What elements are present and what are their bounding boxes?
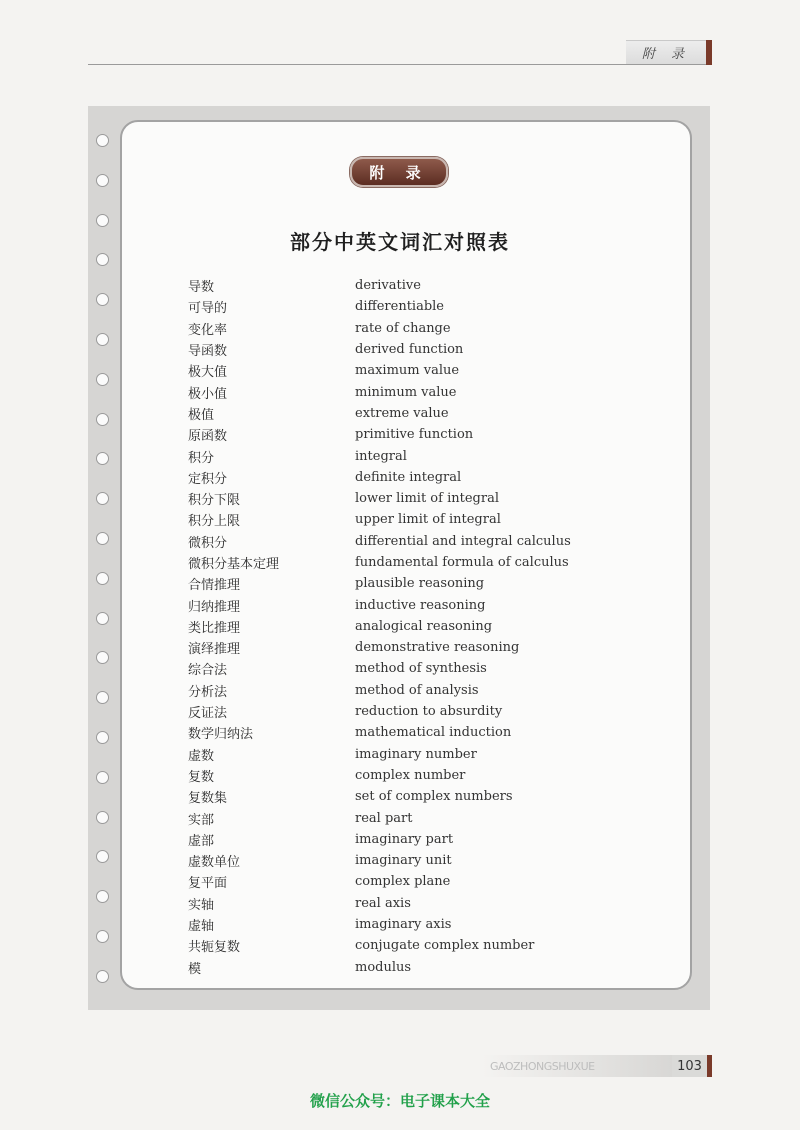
english-term: lower limit of integral <box>355 491 499 507</box>
english-term: method of analysis <box>355 682 479 698</box>
chinese-term: 共轭复数 <box>188 940 241 956</box>
chinese-term: 积分上限 <box>188 514 241 530</box>
chinese-term: 极大值 <box>188 365 228 381</box>
chinese-term: 积分 <box>188 450 215 466</box>
english-term: maximum value <box>355 363 460 379</box>
glossary-row <box>188 488 628 509</box>
section-tab-accent <box>706 40 712 65</box>
binder-hole <box>96 214 109 227</box>
binder-hole <box>96 811 109 824</box>
glossary-row <box>188 275 628 296</box>
english-term: integral <box>355 448 407 464</box>
glossary-row <box>188 786 628 807</box>
glossary-row <box>188 616 628 637</box>
english-term: real axis <box>355 895 411 911</box>
english-term: derived function <box>355 342 464 358</box>
chinese-term: 复数 <box>188 769 215 785</box>
glossary-row <box>188 552 628 573</box>
english-term: extreme value <box>355 405 449 421</box>
page-title: 部分中英文词汇对照表 <box>290 230 510 254</box>
chinese-term: 综合法 <box>188 663 228 679</box>
glossary-row <box>188 637 628 658</box>
glossary-row <box>188 424 628 445</box>
chinese-term: 虚轴 <box>188 919 215 935</box>
glossary-row <box>188 957 628 978</box>
chinese-term: 微积分基本定理 <box>188 557 280 572</box>
glossary-row <box>188 701 628 722</box>
chinese-term: 复数集 <box>188 791 228 807</box>
glossary-row <box>188 339 628 360</box>
binder-hole <box>96 413 109 426</box>
chinese-term: 可导的 <box>188 301 228 317</box>
english-term: imaginary number <box>355 746 477 762</box>
glossary-row <box>188 445 628 466</box>
english-term: minimum value <box>355 384 457 400</box>
chinese-term: 虚部 <box>188 833 215 849</box>
chinese-term: 原函数 <box>188 429 228 445</box>
chinese-term: 定积分 <box>188 471 228 487</box>
binder-hole <box>96 174 109 187</box>
binder-hole <box>96 134 109 147</box>
english-term: conjugate complex number <box>355 938 535 954</box>
binder-hole <box>96 532 109 545</box>
glossary-row <box>188 467 628 488</box>
glossary-row <box>188 594 628 615</box>
binder-hole <box>96 612 109 625</box>
glossary-row <box>188 765 628 786</box>
english-term: modulus <box>355 959 412 975</box>
glossary-row <box>188 893 628 914</box>
english-term: imaginary axis <box>355 917 452 933</box>
chinese-term: 实轴 <box>188 897 215 913</box>
chinese-term: 微积分 <box>188 535 228 551</box>
glossary-row <box>188 935 628 956</box>
glossary-row <box>188 509 628 530</box>
english-term: definite integral <box>355 469 462 485</box>
chinese-term: 极小值 <box>188 386 228 402</box>
chinese-term: 虚数单位 <box>188 855 241 871</box>
english-term: primitive function <box>355 427 474 443</box>
english-term: complex number <box>355 767 466 783</box>
chinese-term: 分析法 <box>188 684 228 700</box>
english-term: rate of change <box>355 320 451 336</box>
section-label: 附 录 <box>626 40 706 64</box>
english-term: inductive reasoning <box>355 597 486 613</box>
glossary-row <box>188 360 628 381</box>
chinese-term: 极值 <box>188 407 215 423</box>
chinese-term: 演绎推理 <box>188 642 241 658</box>
glossary-row <box>188 722 628 743</box>
chinese-term: 模 <box>188 961 202 977</box>
english-term: fundamental formula of calculus <box>355 555 569 570</box>
english-term: plausible reasoning <box>355 576 485 592</box>
english-term: method of synthesis <box>355 661 487 677</box>
binder-hole <box>96 731 109 744</box>
english-term: analogical reasoning <box>355 618 493 634</box>
english-term: complex plane <box>355 874 451 890</box>
binder-hole <box>96 970 109 983</box>
page-number: 103 <box>672 1055 712 1077</box>
glossary-row <box>188 850 628 871</box>
chinese-term: 导函数 <box>188 344 228 360</box>
chinese-term: 反证法 <box>188 706 228 722</box>
english-term: mathematical induction <box>355 725 512 741</box>
glossary-row <box>188 296 628 317</box>
chinese-term: 导数 <box>188 280 215 296</box>
chinese-term: 归纳推理 <box>188 599 241 615</box>
glossary-row <box>188 807 628 828</box>
glossary-row <box>188 680 628 701</box>
english-term: reduction to absurdity <box>355 704 503 720</box>
english-term: differential and integral calculus <box>355 533 571 549</box>
chinese-term: 虚数 <box>188 748 215 764</box>
glossary-row <box>188 403 628 424</box>
glossary-list <box>188 275 628 978</box>
english-term: upper limit of integral <box>355 512 501 528</box>
chinese-term: 合情推理 <box>188 578 241 594</box>
binder-hole <box>96 333 109 346</box>
chinese-term: 积分下限 <box>188 493 241 509</box>
english-term: imaginary unit <box>355 853 452 869</box>
binder-hole <box>96 572 109 585</box>
chinese-term: 数学归纳法 <box>188 727 254 743</box>
chinese-term: 类比推理 <box>188 620 241 636</box>
glossary-row <box>188 381 628 402</box>
chinese-term: 变化率 <box>188 322 228 338</box>
english-term: derivative <box>355 278 421 294</box>
english-term: imaginary part <box>355 831 454 847</box>
glossary-row <box>188 573 628 594</box>
watermark-text: 微信公众号：电子课本大全 <box>309 1092 490 1110</box>
chinese-term: 实部 <box>188 812 215 828</box>
english-term: demonstrative reasoning <box>355 640 520 656</box>
footer-running-text: GAOZHONGSHUXUE <box>482 1055 672 1077</box>
binder-hole <box>96 771 109 784</box>
glossary-row <box>188 531 628 552</box>
english-term: differentiable <box>355 299 444 315</box>
header-rule <box>88 64 710 65</box>
glossary-row <box>188 318 628 339</box>
glossary-row <box>188 744 628 765</box>
glossary-row <box>188 871 628 892</box>
chinese-term: 复平面 <box>188 876 228 892</box>
appendix-badge: 附 录 <box>350 157 448 187</box>
glossary-row <box>188 914 628 935</box>
binder-hole <box>96 930 109 943</box>
english-term: real part <box>355 810 413 826</box>
english-term: set of complex numbers <box>355 789 513 805</box>
binder-hole <box>96 373 109 386</box>
glossary-row <box>188 658 628 679</box>
glossary-row <box>188 829 628 850</box>
